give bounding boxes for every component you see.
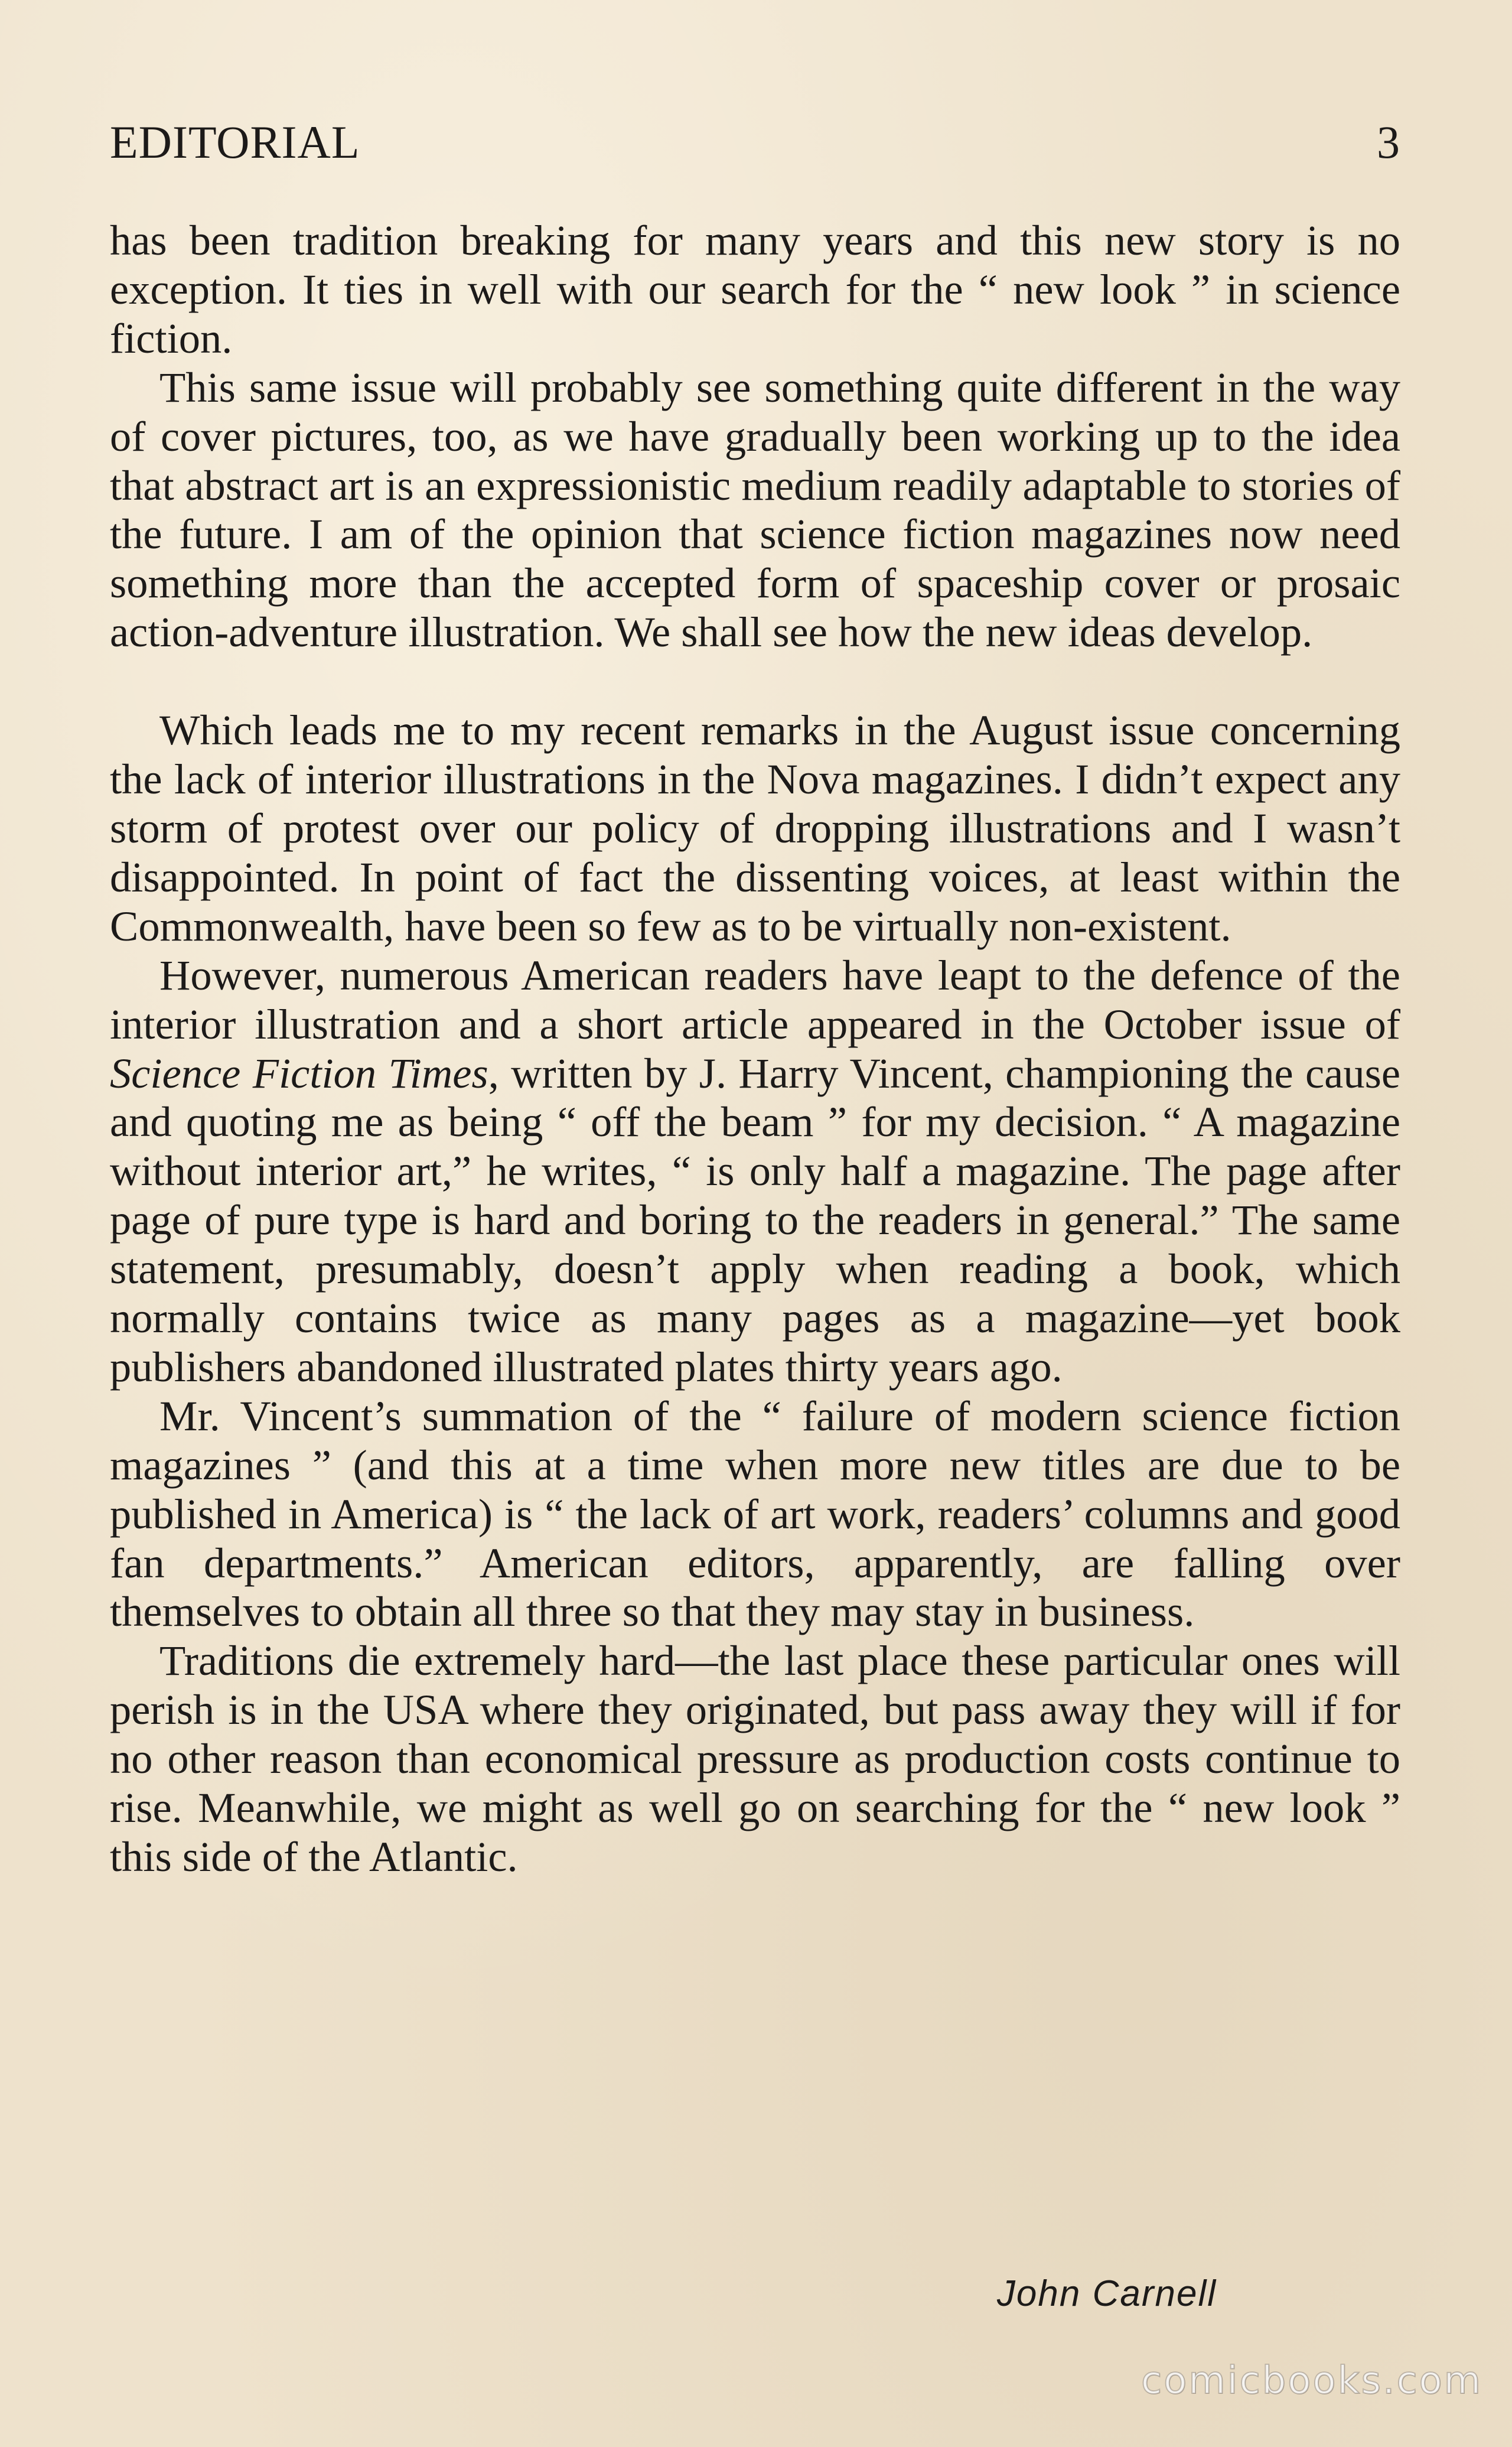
- paragraph-1: has been tradition breaking for many years and this new story is no exception. It ties in well with our search for the “ new look ” in science fiction.: [110, 216, 1400, 362]
- paragraph-4-text-before: However, numerous American readers have leapt to the defence of the interior illustration and a short article appeared in the October issue of: [110, 951, 1400, 1048]
- paragraph-5: Mr. Vincent’s summation of the “ failure of modern science fiction magazines ” (and this at a time when more new titles are due to be published in America) is “ the lack of art work, readers’ columns and good fan departments.” American editors, apparently, are falling over themselves to obtain all three so that they may stay in business.: [110, 1391, 1400, 1636]
- paragraph-4-text-after: , written by J. Harry Vincent, championing the cause and quoting me as being “ off the beam ” for my decision. “ A magazine without interior art,” he writes, “ is only half a magazine. The page after page of pure type is hard and boring to the readers in general.” The same statement, presumably, doesn’t apply when reading a book, which normally contains twice as many pages as a magazine—yet book publishers abandoned illustrated plates thirty years ago.: [110, 1049, 1401, 1391]
- author-signature: John Carnell: [996, 2273, 1217, 2314]
- page-header: [110, 116, 1400, 169]
- watermark: comicbooks.com: [1140, 2359, 1482, 2403]
- magazine-title-reference: Science Fiction Times: [110, 1049, 488, 1097]
- paragraph-3: Which leads me to my recent remarks in the August issue concerning the lack of interior illustrations in the Nova magazines. I didn’t expect any storm of protest over our policy of dropping illustrations and I wasn’t disappointed. In point of fact the dissenting voices, at least within the Commonwealth, have been so few as to be virtually non-existent.: [110, 706, 1400, 950]
- paragraph-2: This same issue will probably see something quite different in the way of cover pictures, too, as we have gradually been working up to the idea that abstract art is an expressionistic medium readily adaptable to stories of the future. I am of the opinion that science fiction magazines now need something more than the accepted form of spaceship cover or prosaic action-adventure illustration. We shall see how the new ideas develop.: [110, 363, 1400, 656]
- editorial-body: [110, 216, 1400, 1882]
- page-number: 3: [1377, 116, 1400, 168]
- paragraph-6: Traditions die extremely hard—the last place these particular ones will perish is in the USA where they originated, but pass away they will if for no other reason than economical pressure as production costs continue to rise. Meanwhile, we might as well go on searching for the “ new look ” this side of the Atlantic.: [110, 1636, 1400, 1880]
- section-title: EDITORIAL: [110, 116, 360, 168]
- paragraph-4: [110, 951, 1400, 1392]
